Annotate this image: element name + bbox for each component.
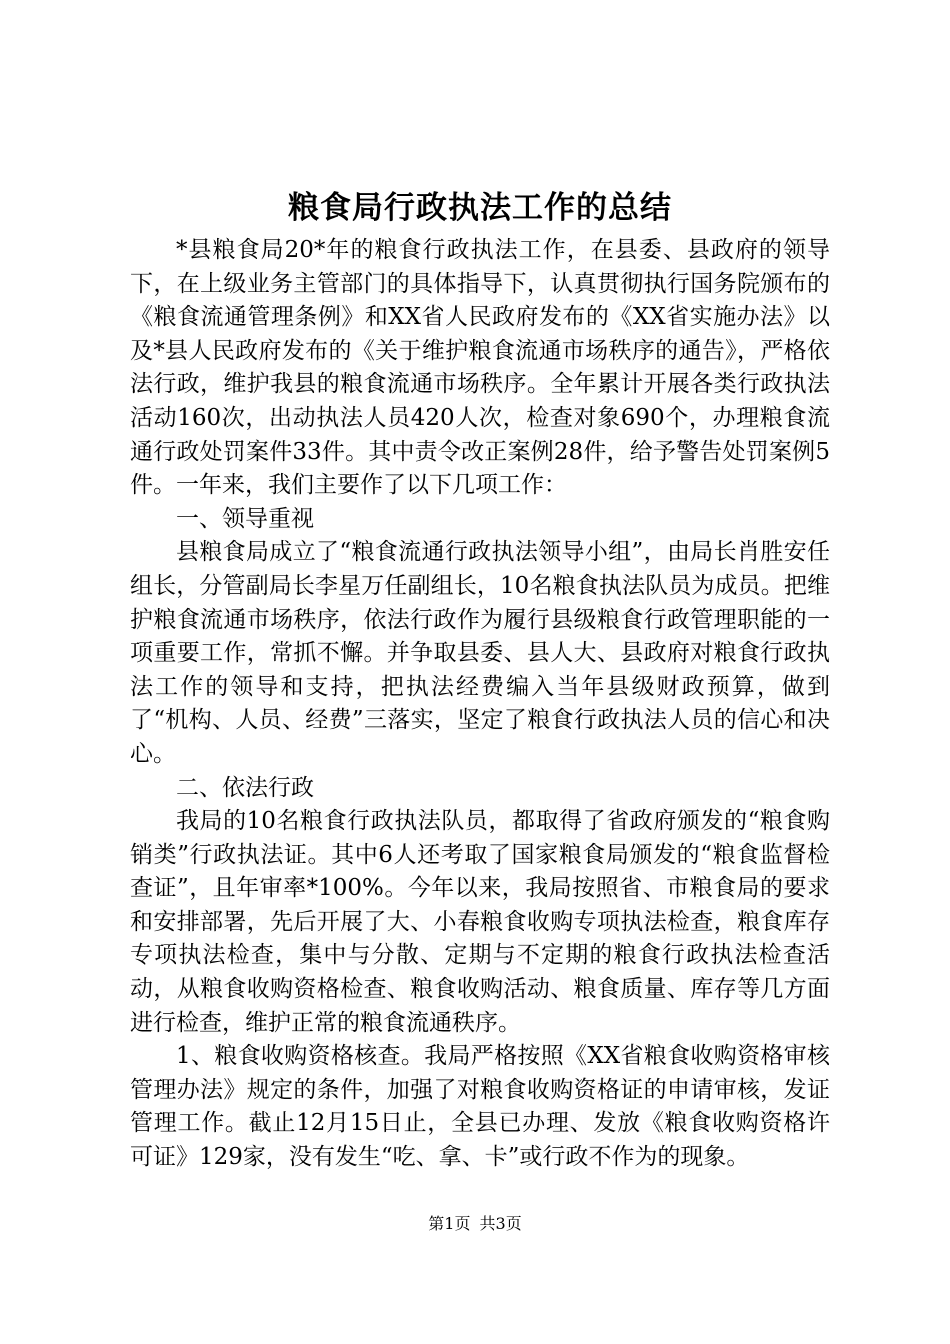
body-paragraph: 1、粮食收购资格核查。我局严格按照《XX省粮食收购资格审核管理办法》规定的条件，加强了对粮食收购资格证的申请审核，发证管理工作。截止12月15日止，全县已办理、发放《粮食收购资格许可证》129家，没有发生“吃、拿、卡”或行政不作为的现象。 [130,1043,830,1171]
body-paragraph: *县粮食局20*年的粮食行政执法工作，在县委、县政府的领导下，在上级业务主管部门的具体指导下，认真贯彻执行国务院颁布的《粮食流通管理条例》和XX省人民政府发布的《XX省实施办法》以及*县人民政府发布的《关于维护粮食流通市场秩序的通告》，严格依法行政，维护我县的粮食流通市场秩序。全年累计开展各类行政执法活动160次，出动执法人员420人次，检查对象690个，办理粮食流通行政处罚案件33件。其中责令改正案例28件，给予警告处罚案例5件。一年来，我们主要作了以下几项工作： [130,237,830,499]
page-number: 第1页 [428,1214,471,1233]
page-footer [0,1214,950,1234]
page-total: 共3页 [479,1214,522,1233]
document-title: 粮食局行政执法工作的总结 [288,190,672,226]
document-body [130,234,830,1175]
section-heading: 二、依法行政 [176,774,314,801]
document-page [130,186,830,1175]
body-paragraph: 我局的10名粮食行政执法队员，都取得了省政府颁发的“粮食购销类”行政执法证。其中6人还考取了国家粮食局颁发的“粮食监督检查证”，且年审率*100%。今年以来，我局按照省、市粮食局的要求和安排部署，先后开展了大、小春粮食收购专项执法检查，粮食库存专项执法检查，集中与分散、定期与不定期的粮食行政执法检查活动，从粮食收购资格检查、粮食收购活动、粮食质量、库存等几方面进行检查，维护正常的粮食流通秩序。 [130,808,830,1036]
body-paragraph: 县粮食局成立了“粮食流通行政执法领导小组”，由局长肖胜安任组长，分管副局长李星万任副组长，10名粮食执法队员为成员。把维护粮食流通市场秩序，依法行政作为履行县级粮食行政管理职能的一项重要工作，常抓不懈。并争取县委、县人大、县政府对粮食行政执法工作的领导和支持，把执法经费编入当年县级财政预算，做到了“机构、人员、经费”三落实，坚定了粮食行政执法人员的信心和决心。 [130,539,830,767]
section-heading: 一、领导重视 [176,505,314,532]
